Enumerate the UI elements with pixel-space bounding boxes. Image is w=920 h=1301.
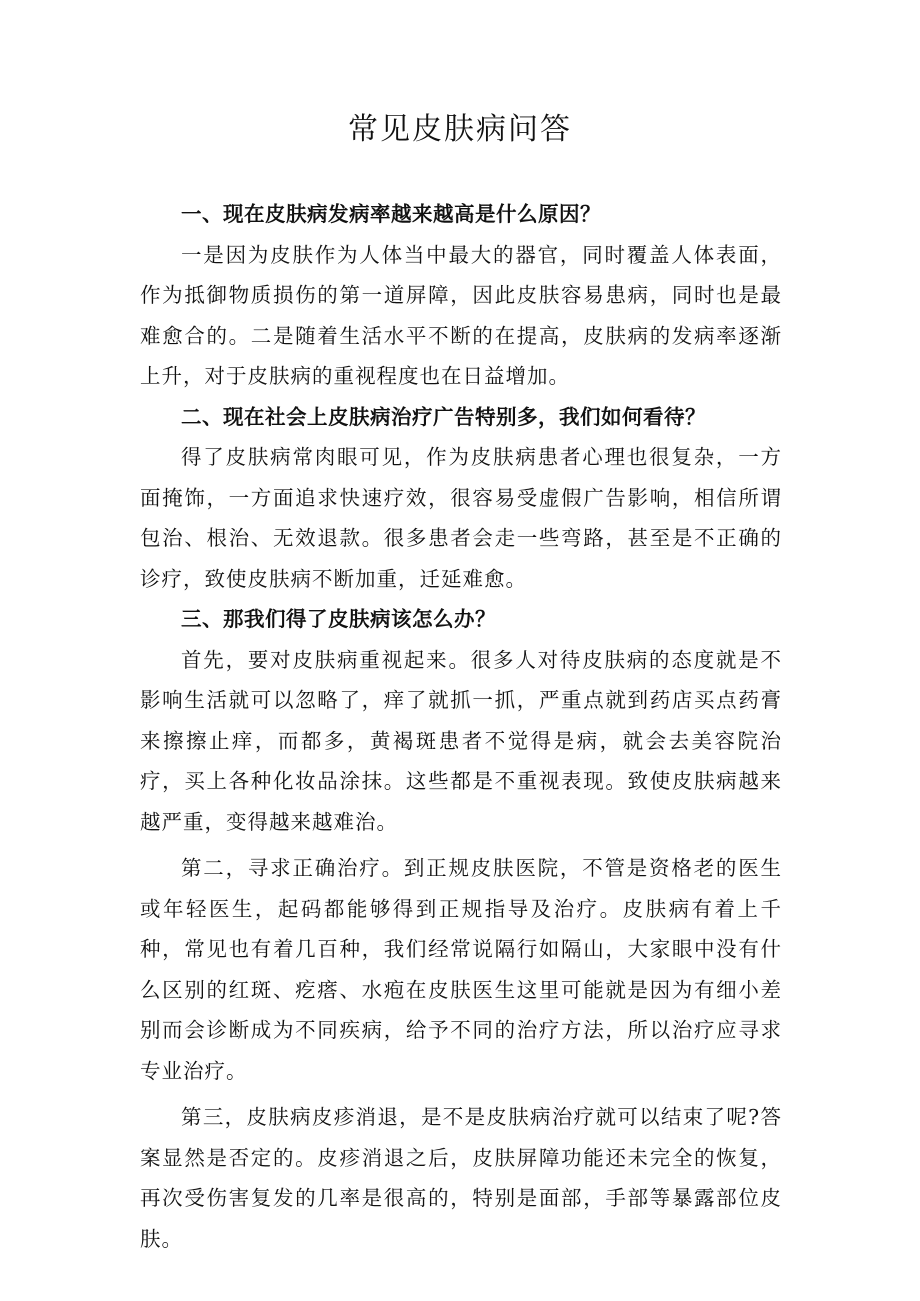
section-heading: 一、现在皮肤病发病率越来越高是什么原因？ [181,202,601,226]
section-paragraph: 一是因为皮肤作为人体当中最大的器官，同时覆盖人体表面，作为抵御物质损伤的第一道屏障，因此皮肤容易患病，同时也是最难愈合的。二是随着生活水平不断的在提高，皮肤病的发病率逐渐上升，对于皮肤病的重视程度也在日益增加。 [140,242,782,388]
section-3 [140,599,782,1259]
document-body [140,194,782,1259]
section-paragraph: 得了皮肤病常肉眼可见，作为皮肤病患者心理也很复杂，一方面掩饰，一方面追求快速疗效，很容易受虚假广告影响，相信所谓包治、根治、无效退款。很多患者会走一些弯路，甚至是不正确的诊疗，致使皮肤病不断加重，迁延难愈。 [140,445,782,591]
section-heading: 三、那我们得了皮肤病该怎么办？ [181,607,496,631]
section-paragraph: 首先，要对皮肤病重视起来。很多人对待皮肤病的态度就是不影响生活就可以忽略了，痒了就抓一抓，严重点就到药店买点药膏来擦擦止痒，而都多，黄褐斑患者不觉得是病，就会去美容院治疗，买上各种化妆品涂抹。这些都是不重视表现。致使皮肤病越来越严重，变得越来越难治。 [140,647,782,834]
document-title: 常见皮肤病问答 [348,112,572,147]
section-heading: 二、现在社会上皮肤病治疗广告特别多，我们如何看待？ [181,404,706,429]
section-2 [140,397,782,600]
section-1 [140,194,782,397]
section-paragraph: 第二，寻求正确治疗。到正规皮肤医院，不管是资格老的医生或年轻医生，起码都能够得到正规指导及治疗。皮肤病有着上千种，常见也有着几百种，我们经常说隔行如隔山，大家眼中没有什么区别的红斑、疙瘩、水疱在皮肤医生这里可能就是因为有细小差别而会诊断成为不同疾病，给予不同的治疗方法，所以治疗应寻求专业治疗。 [140,856,782,1083]
section-paragraph: 第三，皮肤病皮疹消退，是不是皮肤病治疗就可以结束了呢?答案显然是否定的。皮疹消退之后，皮肤屏障功能还未完全的恢复，再次受伤害复发的几率是很高的，特别是面部，手部等暴露部位皮肤。 [140,1105,782,1251]
